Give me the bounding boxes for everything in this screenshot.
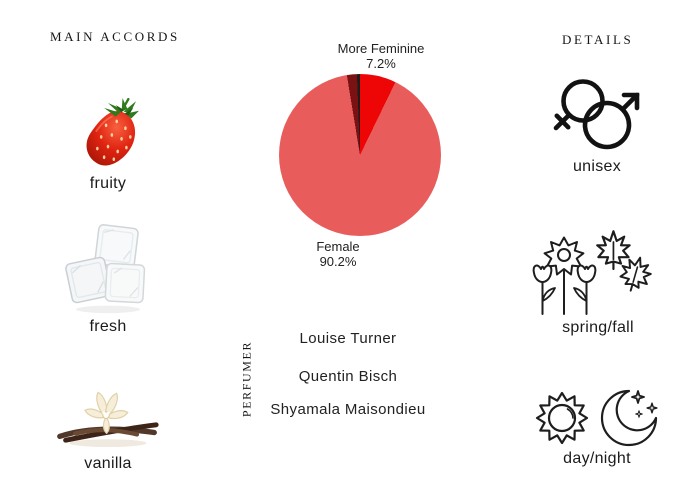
pie-label-female bbox=[284, 239, 392, 269]
accord-label-vanilla: vanilla bbox=[84, 455, 132, 472]
detail-item-spring-fall bbox=[525, 228, 671, 337]
ice-cubes-icon bbox=[62, 221, 154, 315]
perfumer-name: Quentin Bisch bbox=[298, 368, 398, 385]
detail-label-unisex: unisex bbox=[572, 158, 622, 175]
detail-item-day-night bbox=[527, 381, 667, 468]
detail-label-day-night: day/night bbox=[563, 450, 631, 467]
flowers-and-maple-leaves-icon bbox=[530, 228, 666, 316]
pie-slice-label: Female bbox=[316, 239, 360, 254]
strawberry-icon bbox=[77, 96, 139, 172]
pie-chart bbox=[279, 74, 441, 236]
pie-slice-value: 7.2% bbox=[366, 56, 396, 71]
pie-label-more-feminine bbox=[309, 41, 453, 71]
accord-item-fruity bbox=[38, 96, 178, 193]
accord-label-fruity: fruity bbox=[89, 175, 127, 192]
accord-item-vanilla bbox=[30, 388, 186, 473]
details-heading: DETAILS bbox=[562, 32, 634, 47]
accord-label-fresh: fresh bbox=[89, 318, 127, 335]
perfumer-name: Louise Turner bbox=[299, 330, 397, 347]
perfumer-heading: PERFUMER bbox=[239, 340, 254, 418]
pie-slice-label: More Feminine bbox=[337, 41, 425, 56]
vanilla-flower-icon bbox=[54, 388, 162, 452]
accord-item-fresh bbox=[38, 221, 178, 336]
detail-item-unisex bbox=[527, 75, 667, 176]
detail-label-spring-fall: spring/fall bbox=[562, 319, 634, 336]
pie-slice-value: 90.2% bbox=[319, 254, 357, 269]
sun-and-moon-icon bbox=[532, 381, 662, 447]
male-female-gender-icon bbox=[550, 75, 645, 155]
main-accords-heading: MAIN ACCORDS bbox=[50, 29, 180, 44]
perfumer-name: Shyamala Maisondieu bbox=[270, 401, 426, 418]
